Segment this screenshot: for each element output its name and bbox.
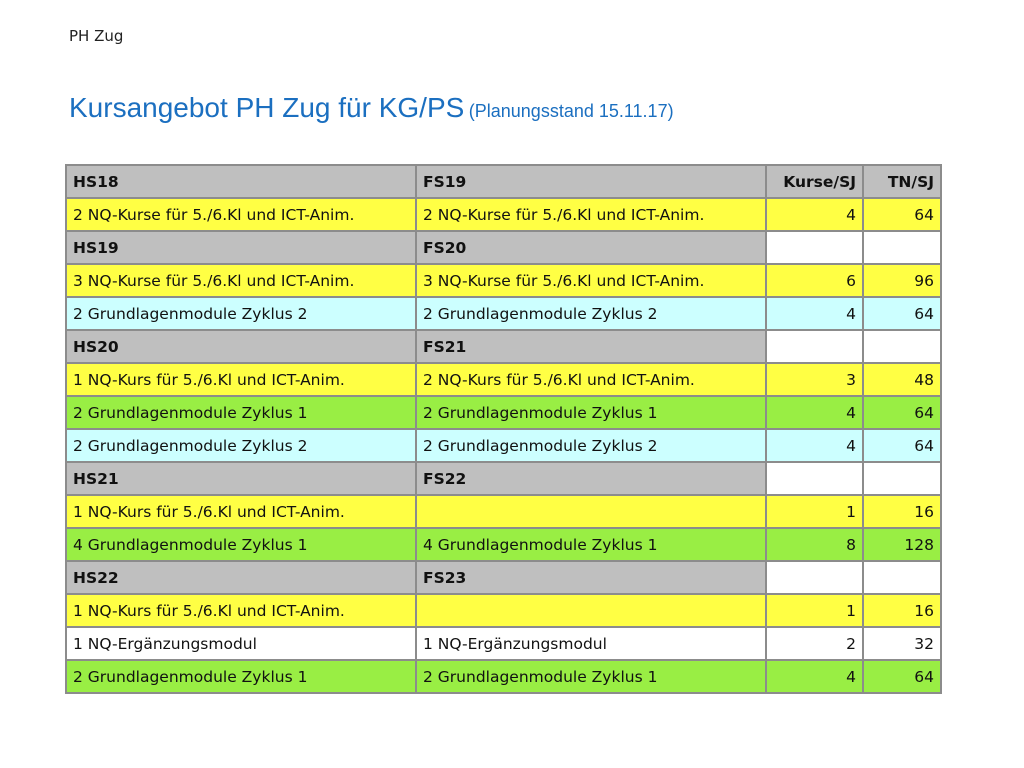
semester-header-row [66, 231, 941, 264]
participant-count: 128 [863, 528, 941, 561]
title-sub: (Planungsstand 15.11.17) [468, 101, 674, 121]
course-fs: 2 NQ-Kurse für 5./6.Kl und ICT-Anim. [416, 198, 766, 231]
table-row [66, 594, 941, 627]
participant-count: 48 [863, 363, 941, 396]
table-row [66, 528, 941, 561]
empty-cell [766, 462, 863, 495]
course-fs: 4 Grundlagenmodule Zyklus 1 [416, 528, 766, 561]
course-count: 1 [766, 594, 863, 627]
course-fs: 1 NQ-Ergänzungsmodul [416, 627, 766, 660]
header-hs: HS18 [66, 165, 416, 198]
header-kurse: Kurse/SJ [766, 165, 863, 198]
table-row [66, 627, 941, 660]
course-hs: 2 Grundlagenmodule Zyklus 2 [66, 429, 416, 462]
header-fs: FS19 [416, 165, 766, 198]
course-hs: 2 Grundlagenmodule Zyklus 2 [66, 297, 416, 330]
course-fs: 2 Grundlagenmodule Zyklus 1 [416, 660, 766, 693]
course-fs [416, 495, 766, 528]
course-count: 4 [766, 198, 863, 231]
title-main: Kursangebot PH Zug für KG/PS [69, 92, 465, 123]
empty-cell [766, 330, 863, 363]
table-row [66, 264, 941, 297]
course-count: 1 [766, 495, 863, 528]
course-count: 4 [766, 297, 863, 330]
participant-count: 64 [863, 660, 941, 693]
table-header-row [66, 165, 941, 198]
table-row [66, 363, 941, 396]
participant-count: 64 [863, 297, 941, 330]
table-row [66, 297, 941, 330]
participant-count: 96 [863, 264, 941, 297]
table-row [66, 396, 941, 429]
course-fs: 2 Grundlagenmodule Zyklus 1 [416, 396, 766, 429]
org-label: PH Zug [69, 27, 124, 45]
page-title [69, 92, 674, 124]
course-count: 4 [766, 660, 863, 693]
table-row [66, 660, 941, 693]
course-count: 4 [766, 429, 863, 462]
course-hs: 1 NQ-Ergänzungsmodul [66, 627, 416, 660]
course-count: 8 [766, 528, 863, 561]
empty-cell [766, 561, 863, 594]
participant-count: 32 [863, 627, 941, 660]
participant-count: 64 [863, 396, 941, 429]
course-hs: 3 NQ-Kurse für 5./6.Kl und ICT-Anim. [66, 264, 416, 297]
header-tn: TN/SJ [863, 165, 941, 198]
semester-fs: FS23 [416, 561, 766, 594]
course-hs: 2 NQ-Kurse für 5./6.Kl und ICT-Anim. [66, 198, 416, 231]
participant-count: 64 [863, 429, 941, 462]
empty-cell [863, 330, 941, 363]
course-fs: 3 NQ-Kurse für 5./6.Kl und ICT-Anim. [416, 264, 766, 297]
semester-header-row [66, 330, 941, 363]
semester-header-row [66, 462, 941, 495]
semester-fs: FS22 [416, 462, 766, 495]
table-row [66, 495, 941, 528]
table-row [66, 198, 941, 231]
course-fs: 2 Grundlagenmodule Zyklus 2 [416, 297, 766, 330]
course-fs: 2 NQ-Kurs für 5./6.Kl und ICT-Anim. [416, 363, 766, 396]
course-fs: 2 Grundlagenmodule Zyklus 2 [416, 429, 766, 462]
course-fs [416, 594, 766, 627]
empty-cell [766, 231, 863, 264]
table-row [66, 429, 941, 462]
empty-cell [863, 462, 941, 495]
course-count: 4 [766, 396, 863, 429]
participant-count: 16 [863, 495, 941, 528]
course-hs: 4 Grundlagenmodule Zyklus 1 [66, 528, 416, 561]
course-hs: 1 NQ-Kurs für 5./6.Kl und ICT-Anim. [66, 594, 416, 627]
empty-cell [863, 231, 941, 264]
semester-hs: HS19 [66, 231, 416, 264]
participant-count: 64 [863, 198, 941, 231]
course-hs: 1 NQ-Kurs für 5./6.Kl und ICT-Anim. [66, 363, 416, 396]
course-table [65, 164, 942, 694]
course-count: 6 [766, 264, 863, 297]
semester-fs: FS21 [416, 330, 766, 363]
semester-hs: HS21 [66, 462, 416, 495]
course-hs: 2 Grundlagenmodule Zyklus 1 [66, 660, 416, 693]
course-count: 3 [766, 363, 863, 396]
semester-header-row [66, 561, 941, 594]
participant-count: 16 [863, 594, 941, 627]
course-hs: 2 Grundlagenmodule Zyklus 1 [66, 396, 416, 429]
semester-hs: HS22 [66, 561, 416, 594]
course-count: 2 [766, 627, 863, 660]
course-hs: 1 NQ-Kurs für 5./6.Kl und ICT-Anim. [66, 495, 416, 528]
semester-fs: FS20 [416, 231, 766, 264]
semester-hs: HS20 [66, 330, 416, 363]
empty-cell [863, 561, 941, 594]
